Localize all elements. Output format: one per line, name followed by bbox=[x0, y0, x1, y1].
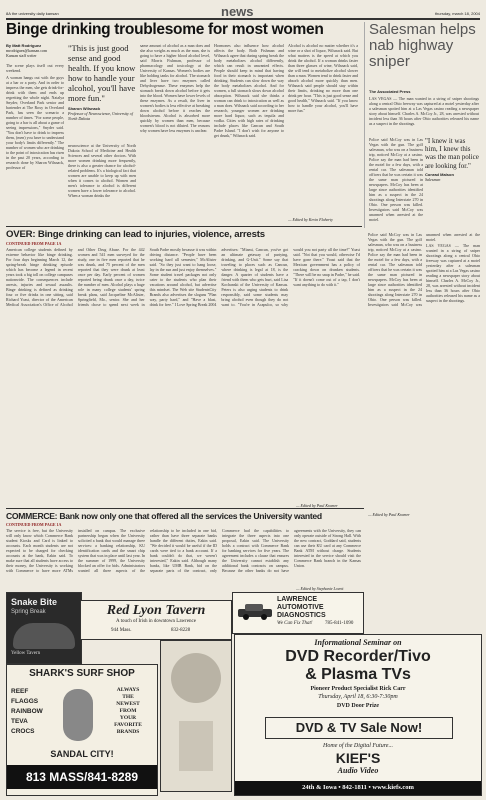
kiefs-address-bar: 24th & Iowa • 842-1811 • www.kiefs.com bbox=[235, 781, 481, 795]
salesman-body1-text: LAS VEGAS — The man wanted in a string of sniper shootings along a central Ohio freeway was captured at a motel yesterday after a salesman spotted him at a Las Vegas casino reading a newspaper story about himself. Charles A. McCoy Jr., 28, was arrested without incident less than 36 hours after Ohio authorities released his name as a suspect in the shootings. bbox=[369, 96, 479, 126]
kiefs-dvd-ad[interactable] bbox=[234, 634, 482, 796]
binge-col4 bbox=[214, 43, 284, 223]
dvd-home: Home of the Digital Future... bbox=[323, 743, 393, 749]
sharks-right-word: FROM bbox=[119, 708, 137, 714]
commerce-body-text: The service is free, but the University will only know which Commerce Bank student Kiosks and Card is linked to accounts. Each month students are not expected to be charged for checking accounts at the bank, Eakin said. To make sure that all students have access to their money, the University is working with Commerce to have more ATMs installed on campus. The exclusive partnership began when the University solicited a bank that would manage three services: a banking relationship, KU identification cards and the smart chip system that was in place until last year. In the summer of 1999, the University blocked an offer for bids. Administrators wanted all three aspects of the relationship to be included in one bid, rather than have three separate banks handle the different duties, Eakin said. "We decided it would be useful if the ID cards were tied to a bank account. If a bank couldn't do that, we weren't interested," Eakin said. Although many banks, like UMB Bank, bid on the separate parts of the contract, only Commerce had the capabilities to integrate the three aspects into one proposal, Eakin said. The University holds a contract with Commerce Bank for banking services for five years. The agreement includes a clause that ensures the University cannot establish any additional bank contracts on campus. Because the other banks do not have agreements with the University, they can only operate outside of Strong Hall. With the new contract, Goddard said, students can use their KU card at any Commerce Bank ATM without charge. Students interested in the service should visit the Commerce Bank branch in the Kansas Union. bbox=[6, 528, 361, 573]
pull-quote-role: Professor of Neuroscience, University of North Dakota bbox=[68, 111, 133, 121]
sharks-brand: REEF bbox=[11, 688, 29, 695]
snake-bite-address: Yellow Tavern bbox=[11, 651, 41, 656]
salesman-quote-text: "I knew it was him, I knew this was the man police are looking for." bbox=[425, 137, 479, 170]
snake-bite-silhouette bbox=[13, 623, 75, 649]
decorative-ad bbox=[160, 640, 232, 792]
salesman-body2-text: Police said McCoy was in Las Vegas with the gun. The golf salesman, who was on a business trip, noticed McCoy at a casino. Police say the man had been in the motel for a few days, with a rental car. The salesman told officers that he was certain it was the same man pictured in newspapers. McCoy has been at large since authorities identified him as a suspect in the 24 shootings along Interstate 270 in Ohio. One person was killed. Investigators said McCoy was unarmed when arrested at the motel. bbox=[369, 137, 423, 222]
lawrence-tagline: We Can Fix That! bbox=[277, 621, 313, 626]
dvd-title2: & Plasma TVs bbox=[305, 666, 411, 683]
salesman-continuation bbox=[368, 232, 480, 510]
lawrence-phone: 785-841-1090 bbox=[325, 621, 354, 626]
binge-intro bbox=[6, 63, 64, 75]
binge-editor: — Edited by Kevin Flaherty bbox=[288, 217, 333, 222]
red-lyon-name: Red Lyon Tavern bbox=[106, 603, 206, 618]
sharks-right-word: THE bbox=[122, 694, 134, 700]
kiefs-logo: KIEF'S bbox=[335, 750, 381, 766]
salesman-continuation-extra: LAS VEGAS — The man wanted in a string of sniper shootings along a central Ohio freeway was captured at a motel yesterday after a salesman spotted him at a Las Vegas casino reading a newspaper story about himself. Charles A. McCoy Jr., 28, was arrested without incident less than 36 hours after Ohio authorities released his name as a suspect in the shootings. bbox=[426, 243, 480, 303]
page-header bbox=[6, 6, 480, 20]
snake-bite-ad[interactable] bbox=[6, 592, 82, 664]
binge-headline: Binge drinking troublesome for most women bbox=[6, 21, 324, 38]
header-right: thursday, march 18, 2004 bbox=[434, 11, 480, 16]
salesman-editor: — Edited by Paul Kramer bbox=[368, 512, 410, 517]
salesman-body2 bbox=[369, 137, 423, 225]
sharks-right-list bbox=[103, 687, 153, 736]
snake-bite-title: Snake Bite bbox=[11, 597, 58, 607]
dvd-subtitle: Pioneer Product Specialist Rick Carr bbox=[310, 686, 406, 692]
byline-email: mrodriguez@kansan.com bbox=[6, 48, 48, 53]
overflow-continued: CONTINUED FROM PAGE 1A bbox=[6, 241, 62, 246]
binge-pull-quote bbox=[68, 43, 136, 141]
lawrence-name3: DIAGNOSTICS bbox=[277, 612, 326, 619]
commerce-continued: CONTINUED FROM PAGE 1A bbox=[6, 522, 62, 527]
binge-intro-text: The scene plays itself out every weekend. bbox=[6, 63, 64, 73]
binge-col2-text: neuroscience at the University of North Dakota School of Medicine and Health Sciences and several other doctors. With more women drinking more frequently, there is also a greater chance for alcohol-related problems. It's a biological fact that women are unable to keep up with men when it comes to alcohol. Women and men's tolerance to alcohol is different women have a lower tolerance to alcohol. When a woman drinks the bbox=[68, 143, 136, 198]
commerce-headline: COMMERCE: Bank now only one that offered all the services the University wanted bbox=[6, 508, 364, 521]
sharks-right-word: NEWEST bbox=[116, 701, 140, 707]
salesman-quote bbox=[425, 137, 479, 182]
header-left: 8A the university daily kansan bbox=[6, 11, 59, 16]
salesman-sidebar bbox=[364, 22, 481, 228]
dvd-date: Thursday, April 18, 6:30-7:30pm bbox=[318, 694, 398, 700]
red-lyon-phone: 832-8228 bbox=[171, 628, 191, 633]
sharks-title: SHARK'S SURF SHOP bbox=[29, 668, 135, 679]
red-lyon-tagline: A touch of Irish in downtown Lawrence bbox=[116, 619, 196, 624]
lawrence-automotive-ad[interactable] bbox=[232, 592, 364, 634]
sharks-phone: 813 MASS/841-8289 bbox=[7, 765, 157, 789]
ad-graphic-icon bbox=[171, 653, 221, 703]
dvd-door-prize: DVD Door Prize bbox=[336, 703, 380, 709]
sharks-brand-list bbox=[11, 687, 71, 737]
sharks-right-word: BRANDS bbox=[116, 729, 140, 735]
binge-col2 bbox=[68, 143, 136, 223]
overflow-headline: OVER: Binge drinking can lead to injuries, violence, arrests bbox=[6, 226, 362, 240]
binge-col1 bbox=[6, 75, 64, 223]
ad-graphic-icon bbox=[179, 721, 213, 771]
snake-bite-title2: Spring Break bbox=[11, 609, 46, 615]
dvd-header: Informational Seminar on bbox=[314, 638, 402, 647]
car-icon bbox=[236, 601, 274, 621]
sharks-brand: FLAGGS bbox=[11, 698, 39, 705]
sharks-city: SANDAL CITY! bbox=[50, 749, 114, 759]
byline-role: Kansan staff writer bbox=[6, 53, 37, 58]
sharks-right-word: YOUR bbox=[119, 715, 137, 721]
salesman-continuation-text: Police said McCoy was in Las Vegas with the gun. The golf salesman, who was on a business trip, noticed McCoy at a casino. Police say the man had been in the motel for a few days, with a rental car. The salesman told officers that he was certain it was the same man pictured in newspapers. McCoy has been at large since authorities identified him as a suspect in the 24 shootings along Interstate 270 in Ohio. One person was killed. Investigators said McCoy was unarmed when arrested at the motel. bbox=[368, 232, 480, 307]
salesman-quote-attribution: Conrad Malson bbox=[425, 171, 454, 177]
sharks-brand: RAINBOW bbox=[11, 708, 43, 715]
binge-col3 bbox=[140, 43, 210, 223]
binge-col1-text: A woman hangs out with the guys at a bar or a party. And in order to impress the men, she gets drink-for-drink with them and ends up regretting the whole night. Natalya Snyder, Overland Park senior and bartender at The Roxy in Overland Park, has seen the scenario a number of times. "For some people, going to a bar is all about a game of seeing impressions," Snyder said. "You don't have to drink to impress them, (men) you have to understand your body's limits differently." The number of women who are drinking to the point of intoxication has risen in the past 20 years, according to research done by Sharon Wilsnack, professor of bbox=[6, 75, 64, 170]
salesman-body1 bbox=[369, 96, 479, 136]
binge-col3-text: same amount of alcohol as a man does and she also weighs as much as the man, she is going to have a higher blood alcohol level, said Morris Fishman, professor of pharmacology and toxicology at the University of Kansas. Women's bodies are like holding tanks for alcohol. The stomach and liver have two enzymes called Dehydrogenase. These enzymes help the stomach break down alcohol before it gets into the blood. Women have lower levels of these enzymes. As a result, the liver in women's bodies is less effective at breaking down alcohol before it reaches the bloodstream. Alcohol is absorbed more quickly by women than men, because women's blood is not diluted. The reasons why women have less enzymes is unclear. bbox=[140, 43, 210, 133]
binge-col5-text: Alcohol is alcohol no matter whether it's a wine or a shot of liquor, Wilsnack said. But what matters is the speed at which you drink the alcohol. If a woman drinks faster than three glasses of wine, Wilsnack said, she will tend to metabolize alcohol slower than a man. Women tend to drink faster and absorb alcohol more quickly than men. Wilsnack said people should stay within their limits, drinking no more than one drink per hour. "This is just good sense and good health," Wilsnack said. "If you know how to handle your alcohol, you'll have more fun." bbox=[288, 43, 358, 113]
sharks-brand: TEVA bbox=[11, 718, 28, 725]
sandal-icon bbox=[63, 689, 93, 741]
red-lyon-ad[interactable] bbox=[80, 600, 232, 640]
red-lyon-address: 944 Mass. bbox=[111, 628, 132, 633]
binge-col4-text: Hormones also influence how alcohol affects the body. Both Fishman and Wilsnack agree that during spring break the body metabolizes alcohol differently, which can result in unwanted effects. People should keep in mind that having food in their stomach is important when drinking. Students can slow down the way the body metabolizes alcohol. And for women, a full stomach slows down alcohol absorption. Wilsnack said she thinks a woman can drink to intoxication as well as a man does. Wilsnack said according to her research, younger women are drinking more hard liquor, such as tequila and vodka. Cities with high rates of drinking include places like Cancun and South Padre Island. "I don't wish for anyone to get drunk," Wilsnack said. bbox=[214, 43, 284, 138]
overflow-body bbox=[6, 247, 360, 502]
pull-quote-text: "This is just good sense and good health. If you know how to handle your alcohol, you'll have more fun." bbox=[68, 43, 136, 103]
overflow-body-text: American college students defined by extreme behavior like binge drinking. For four days beginning March 12, the spring-break binge drinking episode which has become a legend in recent years took a big toll on college campuses nationwide. The consequences include arrests, injuries and sexual assaults. Binge drinking is defined as drinking four or five drinks in one sitting, said Richard Yoast, director of the American Medical Association's Office of Alcohol and Other Drug Abuse. For the 442 women and 541 men surveyed for the study, one in five men reported that he was drunk, and 75 percent of the men reported that they were drunk at least once per day. Early percent of women reported being drunk once a day, twice the number of men. Alcohol plays a huge role in many college students' spring break plans, said Jacqueline McAlister, Springfield, Mo., senior. She and her friends chose to spend next week in South Padre mostly because it was within driving distance. "People have been working hard all semester," McAlister said. "So they just want to hang loose, lay in the sun and just enjoy themselves." Some student travel packages not only cater to the students who plan their vacations around alcohol, but advertise this mindset. The Web site StudentsCity Brands also advertises the slogans "Plan way, party hard," and "Have a blast, drink for free." I Love Spring Break 2004 advertises: "Miami, Cancun, you've got an ultimate getaway of partying, drinking, and G-Unit." Some say that traveling to places such as Cancun, where drinking is legal at 18, is the danger. A quarter of students have a friend with them who gets hurt, said Lisa Kochanski of the University of Kansas. Peters is also urging students to drink responsibly, said some students may bring alcohol even though they do not want to. "You're in Acapulco, so why would you not party all the time?" Yoast said. "Not that you would, otherwise I'd have gone there." Yoast said that the Mexican government has a policy of cracking down on drunken students. "There will be no snap in Padre," he said. "If it doesn't come out of a tap, I don't want anything to do with it." bbox=[6, 247, 360, 307]
pull-quote-attribution: Sharon Wilsnack bbox=[68, 106, 101, 111]
salesman-headline: Salesman helps nab highway sniper bbox=[369, 21, 476, 70]
kiefs-logo-sub: Audio Video bbox=[337, 766, 379, 775]
sharks-right-word: ALWAYS bbox=[116, 687, 140, 693]
overflow-editor: — Edited by Paul Kramer bbox=[296, 503, 338, 508]
header-section: news bbox=[221, 4, 254, 19]
salesman-source: The Associated Press bbox=[369, 89, 411, 94]
commerce-editor: — Edited by Stephanie Lovett bbox=[296, 586, 362, 591]
dvd-promo: DVD & TV Sale Now! bbox=[265, 717, 453, 739]
salesman-quote-role: Salesman bbox=[425, 176, 441, 182]
lawrence-name2: AUTOMOTIVE bbox=[277, 604, 324, 611]
byline-name: By Matt Rodriguez bbox=[6, 43, 42, 48]
sharks-right-word: FAVORITE bbox=[114, 722, 142, 728]
binge-col5 bbox=[288, 43, 358, 216]
sharks-brand: CROCS bbox=[11, 728, 35, 735]
binge-byline bbox=[6, 43, 62, 58]
dvd-title1: DVD Recorder/Tivo bbox=[285, 648, 431, 665]
lawrence-name1: LAWRENCE bbox=[277, 596, 318, 603]
sharks-surf-ad[interactable] bbox=[6, 664, 158, 796]
